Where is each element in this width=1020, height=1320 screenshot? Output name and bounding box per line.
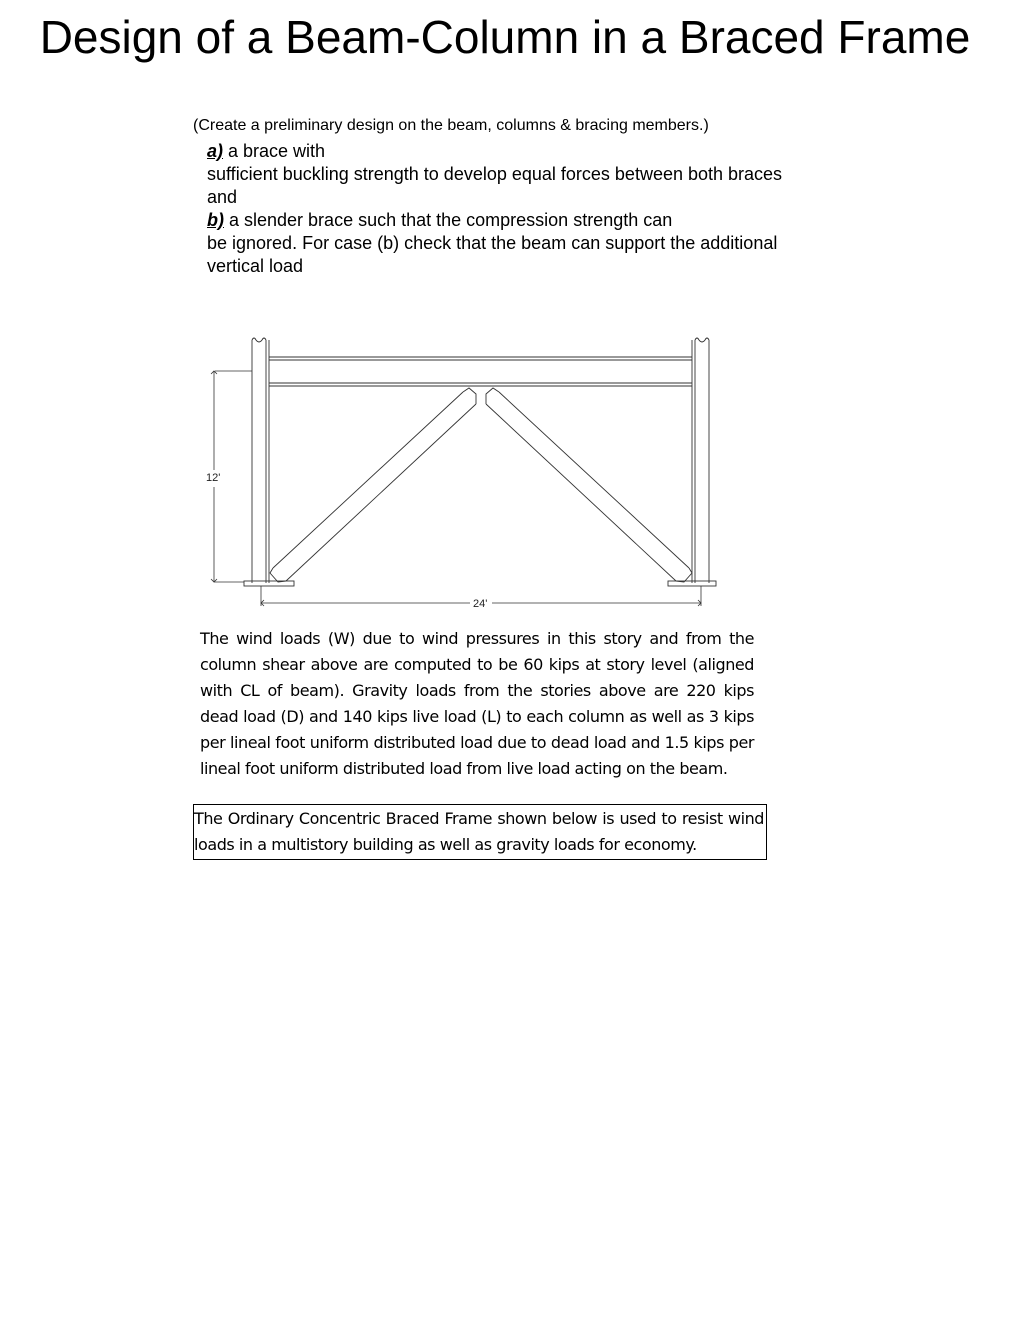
beam [269,357,692,386]
subtitle: (Create a preliminary design on the beam, columns & bracing members.) [193,117,709,134]
right-column [668,338,716,586]
height-dim-label: 12' [206,472,221,484]
page-title: Design of a Beam-Column in a Braced Frame [39,11,971,63]
frame-note-box: The Ordinary Concentric Braced Frame shown below is used to resist wind loads in a multistory building as well as gravity loads for economy. [193,804,767,860]
case-b [207,209,797,278]
case-a-text-line1: a brace with [223,141,326,161]
left-brace [270,388,476,582]
left-column [244,338,294,586]
case-b-text-line1: a slender brace such that the compression strength can [224,210,673,230]
design-cases [207,140,797,278]
case-b-text: be ignored. For case (b) check that the beam can support the additional vertical load [207,233,778,276]
load-description: The wind loads (W) due to wind pressures in this story and from the column shear above are computed to be 60 kips at story level (aligned with CL of beam). Gravity loads from the stories above are 220 kips dead load (D) and 140 kips live load (L) to each column as well as 3 kips per lineal foot uniform distributed load due to dead load and 1.5 kips per lineal foot uniform distributed load from live load acting on the beam. [200,629,754,778]
width-dim-label: 24' [473,598,488,610]
braced-frame-drawing [195,330,735,615]
case-a-label: a) [207,141,224,161]
case-b-label: b) [207,210,224,230]
case-a-text: sufficient buckling strength to develop equal forces between both braces and [207,164,783,207]
case-a [207,140,797,209]
right-brace [486,388,692,582]
